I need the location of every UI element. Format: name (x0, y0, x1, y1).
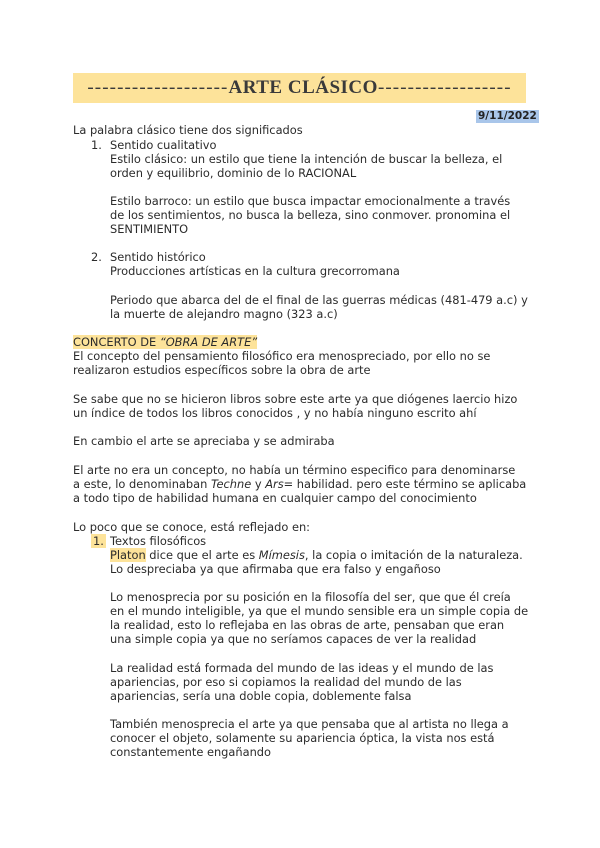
text-line: Periodo que abarca del de el final de las guerras médicas (481-479 a.c) y (110, 293, 528, 307)
text-line: la realidad, esto lo reflejaba en las obras de arte, pensaban que eran (110, 618, 505, 632)
text-line: La realidad está formada del mundo de las ideas y el mundo de las (110, 661, 494, 675)
term-ars: Ars (265, 477, 284, 491)
text-line: constantemente engañando (110, 745, 271, 759)
text-line: en el mundo inteligible, ya que el mundo sensible era un simple copia de (110, 604, 529, 618)
text-line: Lo despreciaba ya que afirmaba que era falso y engañoso (110, 562, 441, 576)
text-line: un índice de todos los libros conocidos , y no había ninguno escrito ahí (73, 406, 477, 420)
text-line: Producciones artísticas en la cultura grecorromana (110, 264, 400, 278)
title-dashes-left: ------------------- (87, 77, 229, 98)
date-label: 9/11/2022 (478, 110, 537, 122)
list-number-1b (91, 534, 106, 549)
text-line: de los sentimientos, no busca la belleza, sino conmover. pronomina el (110, 208, 511, 222)
text-line: Se sabe que no se hicieron libros sobre este arte ya que diógenes laercio hizo (73, 392, 518, 406)
text-run: a este, lo denominaban (73, 477, 211, 491)
section-heading (73, 335, 257, 350)
text-run: = habilidad. pero este término se aplicaba (283, 477, 527, 491)
text-line: El concepto del pensamiento filosófico era menospreciado, por ello no se (73, 349, 491, 363)
page-title: ARTE CLÁSICO (228, 77, 378, 98)
text-line: la muerte de alejandro magno (323 a.c) (110, 307, 338, 321)
term-techne: Techne (210, 477, 252, 491)
list-item-title: Textos filosóficos (110, 534, 207, 548)
title-dashes-right: ------------------ (377, 77, 512, 98)
intro-text: La palabra clásico tiene dos significados (73, 123, 303, 137)
text-line: apariencias, por eso si copiamos la realidad del mundo de las (110, 675, 462, 689)
section-heading-italic: “OBRA DE ARTE” (159, 335, 258, 349)
text-line: El arte no era un concepto, no había un término especifico para denominarse (73, 463, 516, 477)
text-line: SENTIMIENTO (110, 222, 189, 236)
term-mimesis: Mímesis (258, 548, 305, 562)
text-line: conocer el objeto, solamente su apariencia óptica, la vista nos está (110, 731, 495, 745)
section-heading-prefix: CONCERTO DE (73, 335, 160, 349)
list-item-title-2: Sentido histórico (110, 250, 206, 264)
text-line: orden y equilibrio, dominio de lo RACIONAL (110, 166, 357, 180)
text-line: a todo tipo de habilidad humana en cualquier campo del conocimiento (73, 491, 477, 505)
text-line: Lo poco que se conoce, está reflejado en: (73, 520, 311, 534)
text-run: dice que el arte es (145, 548, 259, 562)
list-item-title-1: Sentido cualitativo (110, 138, 217, 152)
text-run: , la copia o imitación de la naturaleza. (304, 548, 523, 562)
section-heading-highlight (73, 335, 257, 349)
text-line: Estilo barroco: un estilo que busca impactar emocionalmente a través (110, 194, 511, 208)
text-line: En cambio el arte se apreciaba y se admiraba (73, 434, 335, 448)
list-number-2: 2. (91, 250, 102, 264)
list-number-1: 1. (91, 138, 102, 152)
text-line: También menosprecia el arte ya que pensaba que al artista no llega a (110, 717, 509, 731)
title-banner (73, 73, 526, 103)
list-number-highlight: 1. (93, 534, 104, 548)
text-line-mixed (110, 548, 523, 563)
text-line: apariencias, sería una doble copia, doblemente falsa (110, 689, 412, 703)
text-line: Estilo clásico: un estilo que tiene la intención de buscar la belleza, el (110, 152, 503, 166)
text-line-mixed (73, 477, 526, 492)
text-line: realizaron estudios específicos sobre la obra de arte (73, 363, 371, 377)
text-line: Lo menosprecia por su posición en la filosofía del ser, que que él creía (110, 590, 511, 604)
name-platon: Platon (110, 548, 146, 562)
text-run: y (251, 477, 266, 491)
text-line: una simple copia ya que no seríamos capaces de ver la realidad (110, 632, 477, 646)
